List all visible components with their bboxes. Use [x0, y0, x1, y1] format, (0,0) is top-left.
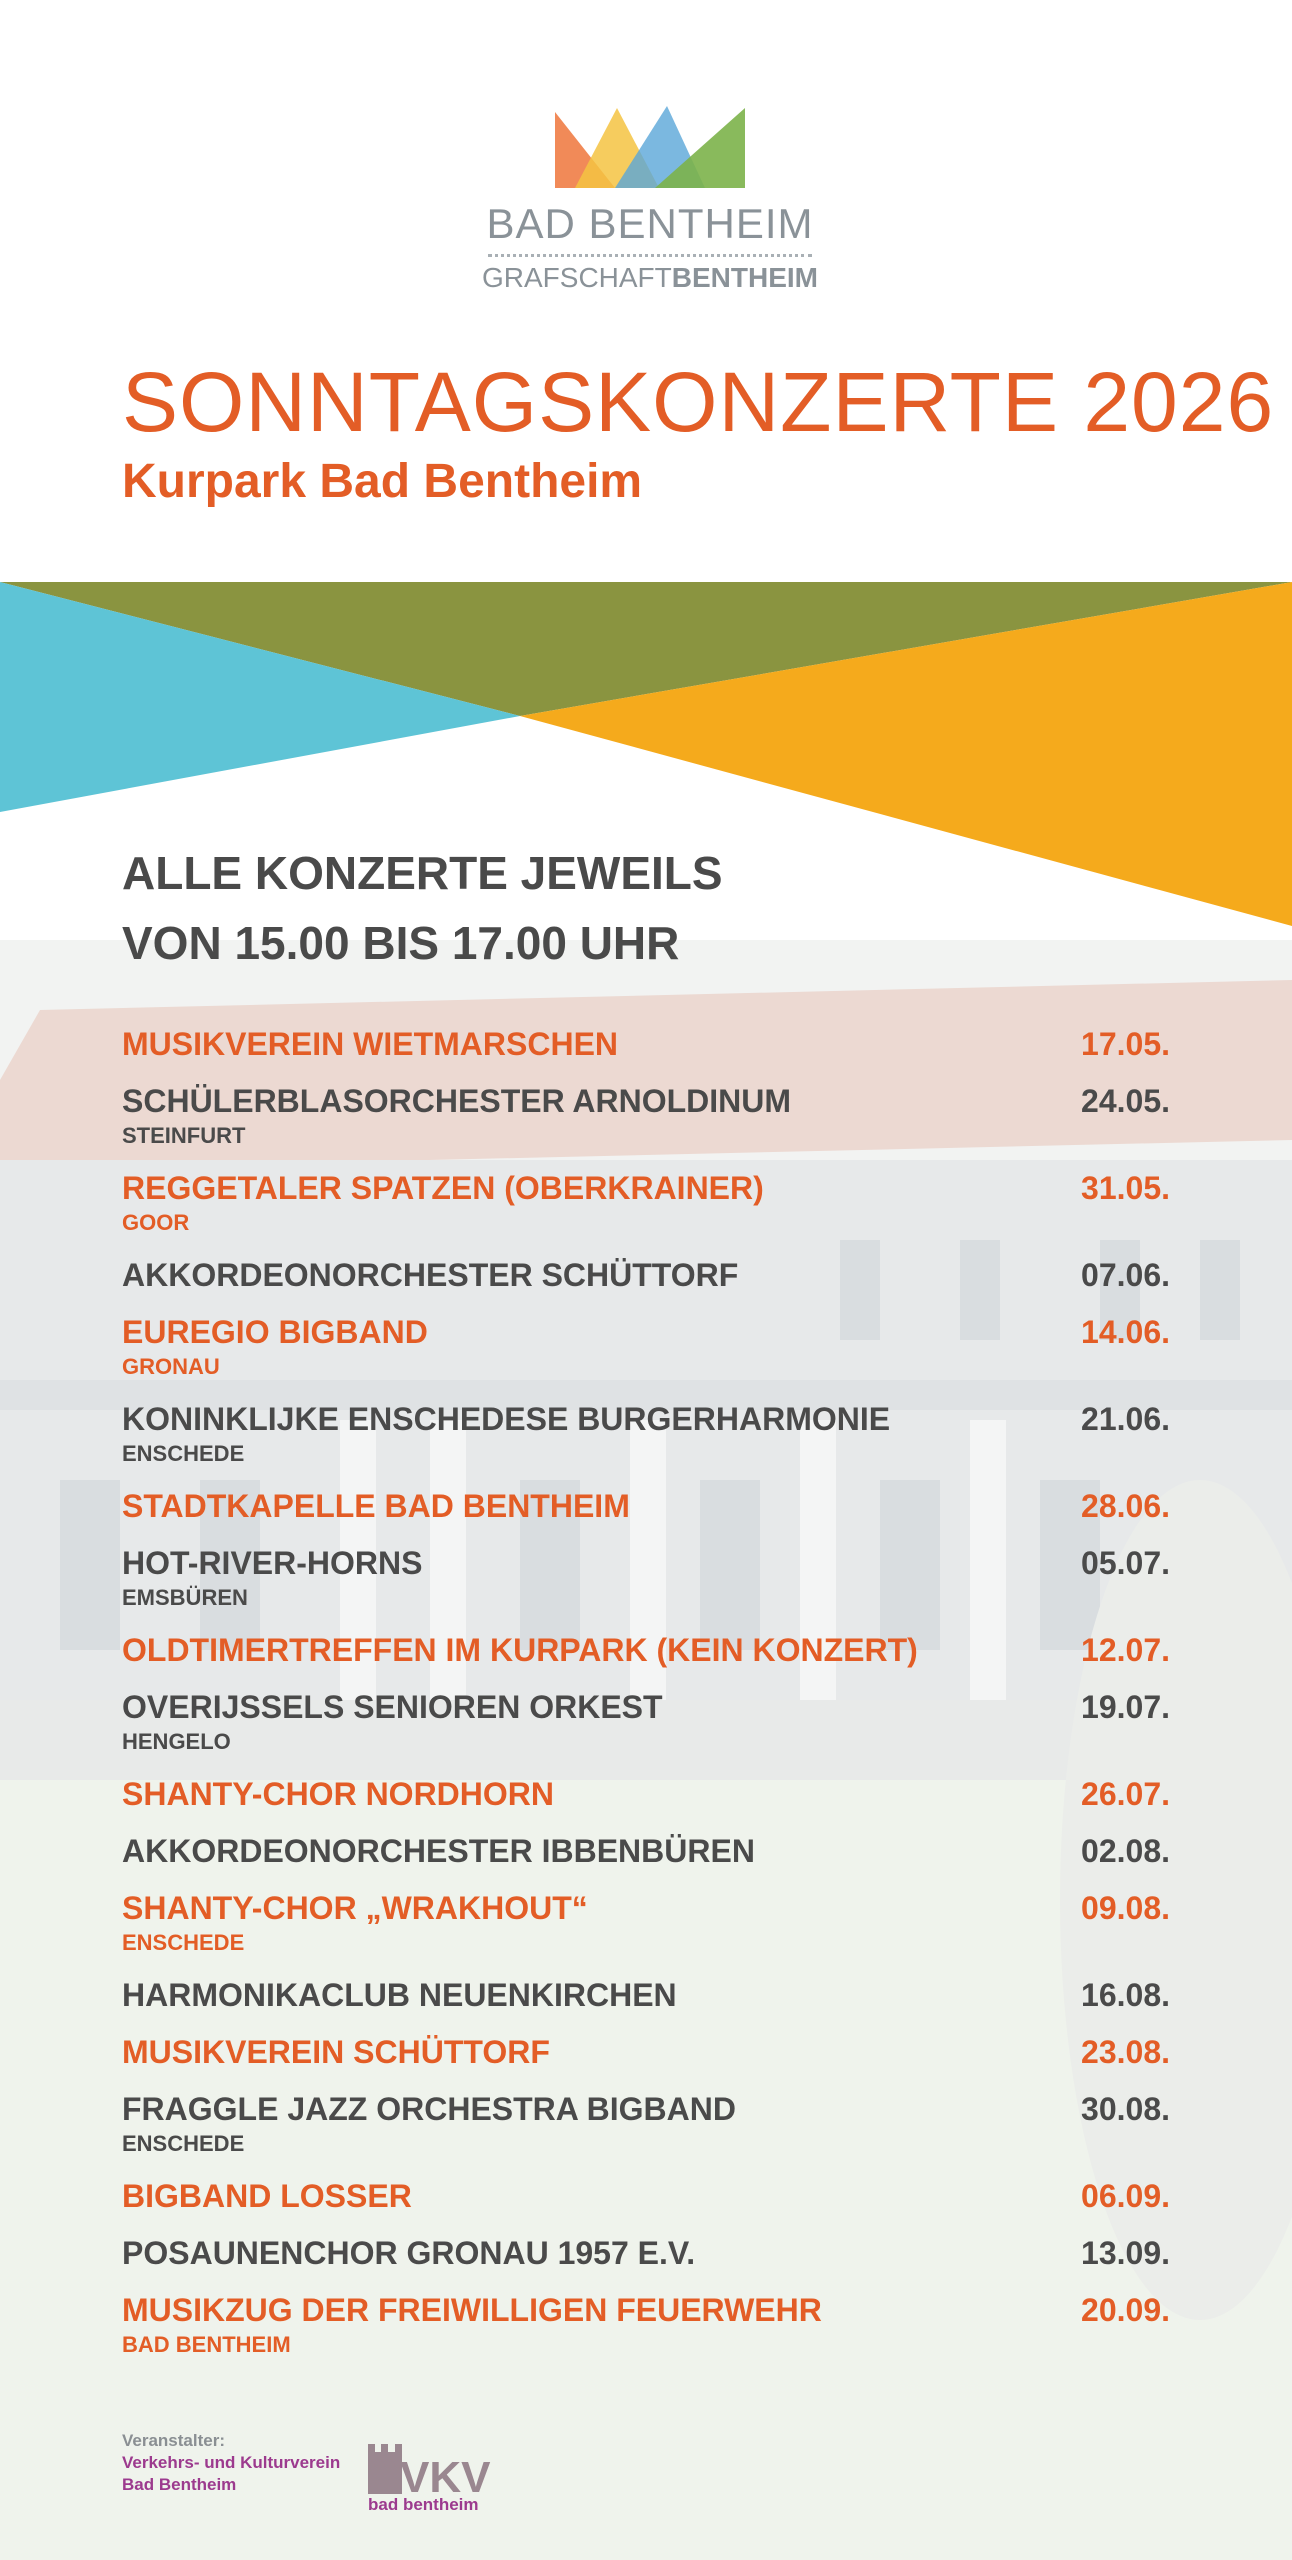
concert-name: OLDTIMERTREFFEN IM KURPARK (KEIN KONZERT) — [122, 1632, 918, 1668]
concert-name: KONINKLIJKE ENSCHEDESE BURGERHARMONIE — [122, 1401, 891, 1437]
concert-date: 28.06. — [1081, 1488, 1170, 1524]
concert-list — [122, 1022, 1170, 2375]
castle-tower-icon — [368, 2444, 402, 2494]
concert-place: STEINFURT — [122, 1123, 246, 1148]
concert-row — [122, 1079, 1170, 1149]
concert-row — [122, 1772, 1170, 1816]
concert-place: EMSBÜREN — [122, 1585, 248, 1610]
concert-date: 30.08. — [1081, 2091, 1170, 2127]
logo-divider — [488, 254, 812, 257]
concert-date: 24.05. — [1081, 1083, 1170, 1119]
time-note-line-1: ALLE KONZERTE JEWEILS — [122, 847, 723, 899]
concert-place: ENSCHEDE — [122, 2131, 245, 2156]
concert-row — [122, 1397, 1170, 1467]
page-title: SONNTAGSKONZERTE 2026 — [122, 355, 1275, 449]
concert-date: 19.07. — [1081, 1689, 1170, 1725]
concert-place: GRONAU — [122, 1354, 220, 1379]
concert-name: HOT-RIVER-HORNS — [122, 1545, 423, 1581]
vkv-logo-subtext: bad bentheim — [368, 2495, 479, 2512]
concert-date: 23.08. — [1081, 2034, 1170, 2070]
concert-row — [122, 2174, 1170, 2218]
concert-row — [122, 1628, 1170, 1672]
concert-date: 20.09. — [1081, 2292, 1170, 2328]
concert-row — [122, 1685, 1170, 1755]
concert-name: AKKORDEONORCHESTER IBBENBÜREN — [122, 1833, 755, 1869]
concert-row — [122, 1310, 1170, 1380]
concert-name: AKKORDEONORCHESTER SCHÜTTORF — [122, 1257, 739, 1293]
concert-date: 13.09. — [1081, 2235, 1170, 2271]
organizer-label: Veranstalter: — [122, 2431, 225, 2450]
concert-row — [122, 1973, 1170, 2017]
concert-name: POSAUNENCHOR GRONAU 1957 E.V. — [122, 2235, 696, 2271]
concert-row — [122, 1886, 1170, 1956]
concert-name: EUREGIO BIGBAND — [122, 1314, 428, 1350]
crown-icon — [555, 106, 745, 188]
concert-name: STADTKAPELLE BAD BENTHEIM — [122, 1488, 630, 1524]
concert-row — [122, 1166, 1170, 1236]
concert-date: 12.07. — [1081, 1632, 1170, 1668]
organizer-name-line-2: Bad Bentheim — [122, 2475, 237, 2494]
concert-row — [122, 2030, 1170, 2074]
concert-row — [122, 2087, 1170, 2157]
concert-row — [122, 2231, 1170, 2275]
vkv-logo — [364, 2442, 534, 2517]
vkv-logo-text: VKV — [400, 2453, 491, 2502]
logo-wordmark: BAD BENTHEIM — [486, 200, 814, 247]
concert-date: 16.08. — [1081, 1977, 1170, 2013]
concert-date: 09.08. — [1081, 1890, 1170, 1926]
logo-subline: GRAFSCHAFTBENTHEIM — [481, 262, 818, 293]
concert-date: 21.06. — [1081, 1401, 1170, 1437]
concert-name: OVERIJSSELS SENIOREN ORKEST — [122, 1689, 663, 1725]
time-note-line-2: VON 15.00 BIS 17.00 UHR — [122, 917, 680, 969]
concert-name: SCHÜLERBLASORCHESTER ARNOLDINUM — [122, 1083, 792, 1119]
concert-row — [122, 1484, 1170, 1528]
concert-name: BIGBAND LOSSER — [122, 2178, 412, 2214]
bad-bentheim-logo — [480, 106, 820, 293]
concert-date: 06.09. — [1081, 2178, 1170, 2214]
concert-name: HARMONIKACLUB NEUENKIRCHEN — [122, 1977, 677, 2013]
concert-date: 31.05. — [1081, 1170, 1170, 1206]
concert-row — [122, 1829, 1170, 1873]
concert-date: 14.06. — [1081, 1314, 1170, 1350]
concert-name: MUSIKVEREIN WIETMARSCHEN — [122, 1026, 619, 1062]
concert-date: 02.08. — [1081, 1833, 1170, 1869]
concert-place: ENSCHEDE — [122, 1930, 245, 1955]
concert-place: HENGELO — [122, 1729, 231, 1754]
concert-name: SHANTY-CHOR NORDHORN — [122, 1776, 554, 1812]
concert-date: 07.06. — [1081, 1257, 1170, 1293]
concert-name: SHANTY-CHOR „WRAKHOUT“ — [122, 1890, 588, 1926]
concert-place: ENSCHEDE — [122, 1441, 245, 1466]
concert-date: 17.05. — [1081, 1026, 1170, 1062]
concert-place: GOOR — [122, 1210, 190, 1235]
concert-date: 05.07. — [1081, 1545, 1170, 1581]
concert-row — [122, 1253, 1170, 1297]
concert-place: BAD BENTHEIM — [122, 2332, 291, 2357]
concert-row — [122, 1541, 1170, 1611]
concert-name: MUSIKZUG DER FREIWILLIGEN FEUERWEHR — [122, 2292, 822, 2328]
concert-name: REGGETALER SPATZEN (OBERKRAINER) — [122, 1170, 764, 1206]
concert-time-note — [122, 838, 1022, 978]
page-subtitle: Kurpark Bad Bentheim — [122, 455, 643, 508]
concert-name: MUSIKVEREIN SCHÜTTORF — [122, 2034, 550, 2070]
concert-row — [122, 2288, 1170, 2358]
concert-row — [122, 1022, 1170, 1066]
concert-name: FRAGGLE JAZZ ORCHESTRA BIGBAND — [122, 2091, 736, 2127]
organizer-name-line-1: Verkehrs- und Kulturverein — [122, 2453, 341, 2472]
concert-date: 26.07. — [1081, 1776, 1170, 1812]
organizer-info — [122, 2430, 340, 2496]
